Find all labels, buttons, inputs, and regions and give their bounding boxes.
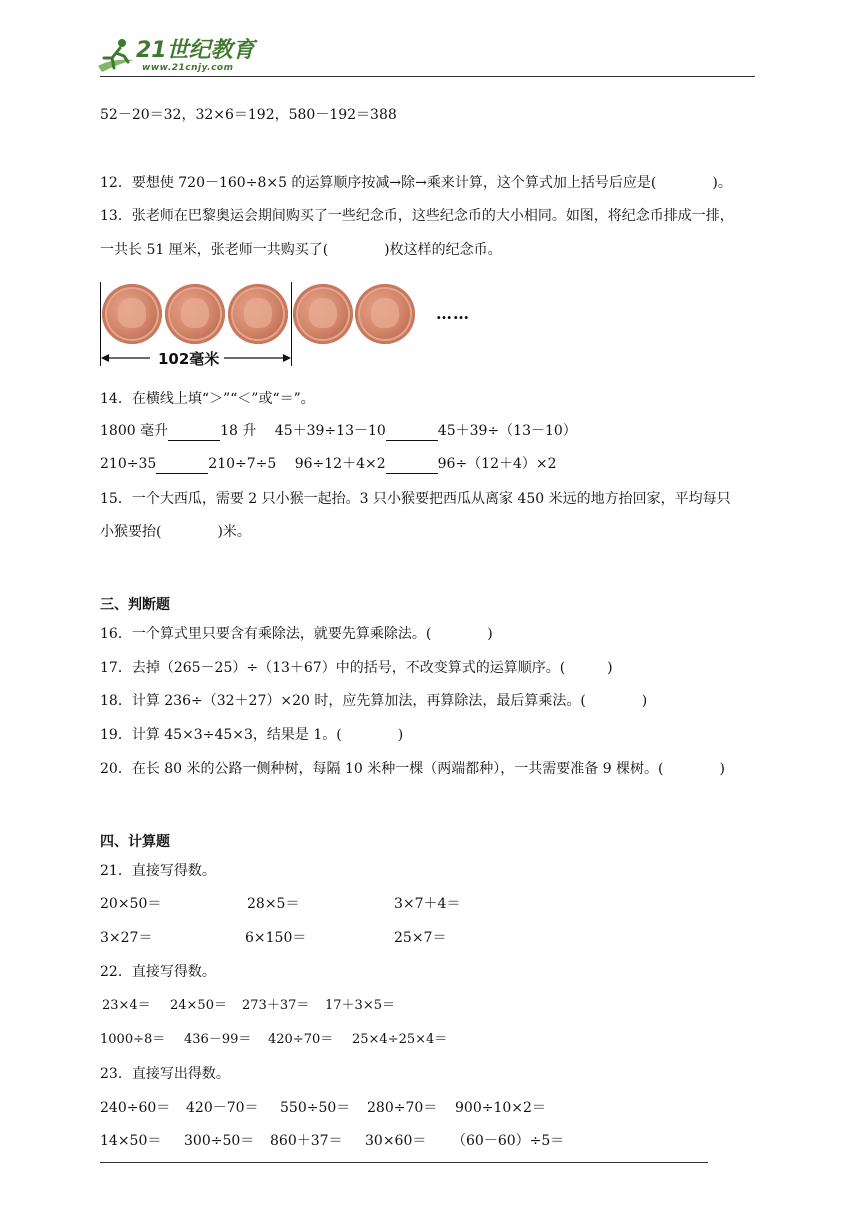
question-22: 22．直接写得数。 <box>100 964 216 980</box>
question-18: 18．计算 236÷（32＋27）×20 时，应先算加法，再算除法，最后算乘法。( ) <box>100 693 648 709</box>
section-heading-calculation: 四、计算题 <box>100 834 170 850</box>
question-13-line1: 13．张老师在巴黎奥运会期间购买了一些纪念币，这些纪念币的大小相同。如图，将纪念币排成一排， <box>100 208 734 224</box>
calc-item: 436－99＝ <box>184 1032 252 1047</box>
calc-item: 6×150＝ <box>245 930 307 946</box>
calc-item: 23×4＝ <box>102 998 151 1013</box>
calc-item: 25×7＝ <box>394 930 447 946</box>
footer-rule <box>100 1162 708 1163</box>
calc-item: 550÷50＝ <box>280 1100 351 1116</box>
calc-item: 24×50＝ <box>170 998 227 1013</box>
calc-item: 420－70＝ <box>186 1100 259 1116</box>
compare-right-1: 45＋39÷（13－10） <box>437 423 577 439</box>
compare-right-2: 96÷（12＋4）×2 <box>437 456 557 472</box>
coin-image <box>102 284 162 344</box>
question-16: 16．一个算式里只要含有乘除法，就要先算乘除法。( ) <box>100 626 493 642</box>
question-17: 17．去掉（265－25）÷（13＋67）中的括号，不改变算式的运算顺序。( ) <box>100 660 613 676</box>
calc-item: 420÷70＝ <box>268 1032 334 1047</box>
question-19: 19．计算 45×3÷45×3，结果是 1。( ) <box>100 727 404 743</box>
question-15-line1: 15．一个大西瓜，需要 2 只小猴一起抬。3 只小猴要把西瓜从离家 450 米远的地方抬回家，平均每只 <box>100 491 731 507</box>
runner-logo-icon <box>92 36 138 76</box>
calc-item: 20×50＝ <box>100 896 162 912</box>
calc-item: 30×60＝ <box>365 1133 427 1149</box>
question-12: 12．要想使 720－160÷8×5 的运算顺序按减→除→乘来计算，这个算式加上括号后应是( )。 <box>100 175 732 191</box>
calc-item: 3×7＋4＝ <box>394 896 461 912</box>
coin-image <box>293 284 353 344</box>
question-15-line2: 小猴要抬( )米。 <box>100 524 251 540</box>
calc-item: 1000÷8＝ <box>100 1032 166 1047</box>
answer-blank[interactable] <box>168 424 220 441</box>
compare-mid-1: 18 升 45＋39÷13－10 <box>220 423 386 439</box>
question-13-line2: 一共长 51 厘米，张老师一共购买了( )枚这样的纪念币。 <box>100 242 502 258</box>
question-14-row2 <box>100 454 557 474</box>
calc-item: 14×50＝ <box>100 1133 162 1149</box>
section-heading-judgement: 三、判断题 <box>100 597 170 613</box>
answer-line: 52－20＝32，32×6＝192，580－192＝388 <box>100 107 397 123</box>
question-14: 14．在横线上填“＞”“＜”或“＝”。 <box>100 391 315 407</box>
answer-blank[interactable] <box>156 457 208 474</box>
calc-item: 3×27＝ <box>100 930 153 946</box>
calc-item: 240÷60＝ <box>100 1100 171 1116</box>
logo-main-text: 21世纪教育 <box>136 38 255 63</box>
question-14-row1 <box>100 421 577 441</box>
coin-image <box>228 284 288 344</box>
compare-left-2: 210÷35 <box>100 456 157 472</box>
figure-dimension-label: 102毫米 <box>158 350 220 368</box>
question-20: 20．在长 80 米的公路一侧种树，每隔 10 米种一棵（两端都种），一共需要准备 9 棵树。( ) <box>100 761 725 777</box>
calc-item: 860＋37＝ <box>270 1133 343 1149</box>
calc-item: （60－60）÷5＝ <box>452 1133 565 1149</box>
figure-ellipsis: …… <box>436 304 470 323</box>
compare-left-1: 1800 毫升 <box>100 423 169 439</box>
coin-image <box>165 284 225 344</box>
answer-blank[interactable] <box>386 424 438 441</box>
calc-item: 900÷10×2＝ <box>455 1100 546 1116</box>
question-23: 23．直接写出得数。 <box>100 1066 230 1082</box>
header-logo <box>92 34 262 78</box>
calc-item: 273＋37＝ <box>242 998 310 1013</box>
calc-item: 17＋3×5＝ <box>325 998 395 1013</box>
question-21: 21．直接写得数。 <box>100 863 216 879</box>
logo-sub-text: www.21cnjy.com <box>142 63 234 73</box>
calc-item: 280÷70＝ <box>367 1100 438 1116</box>
coin-figure <box>100 282 480 372</box>
answer-blank[interactable] <box>386 457 438 474</box>
coin-image <box>355 284 415 344</box>
calc-item: 25×4÷25×4＝ <box>352 1032 448 1047</box>
calc-item: 28×5＝ <box>247 896 300 912</box>
calc-item: 300÷50＝ <box>184 1133 255 1149</box>
compare-mid-2: 210÷7÷5 96÷12＋4×2 <box>208 456 386 472</box>
header-rule <box>100 76 755 77</box>
